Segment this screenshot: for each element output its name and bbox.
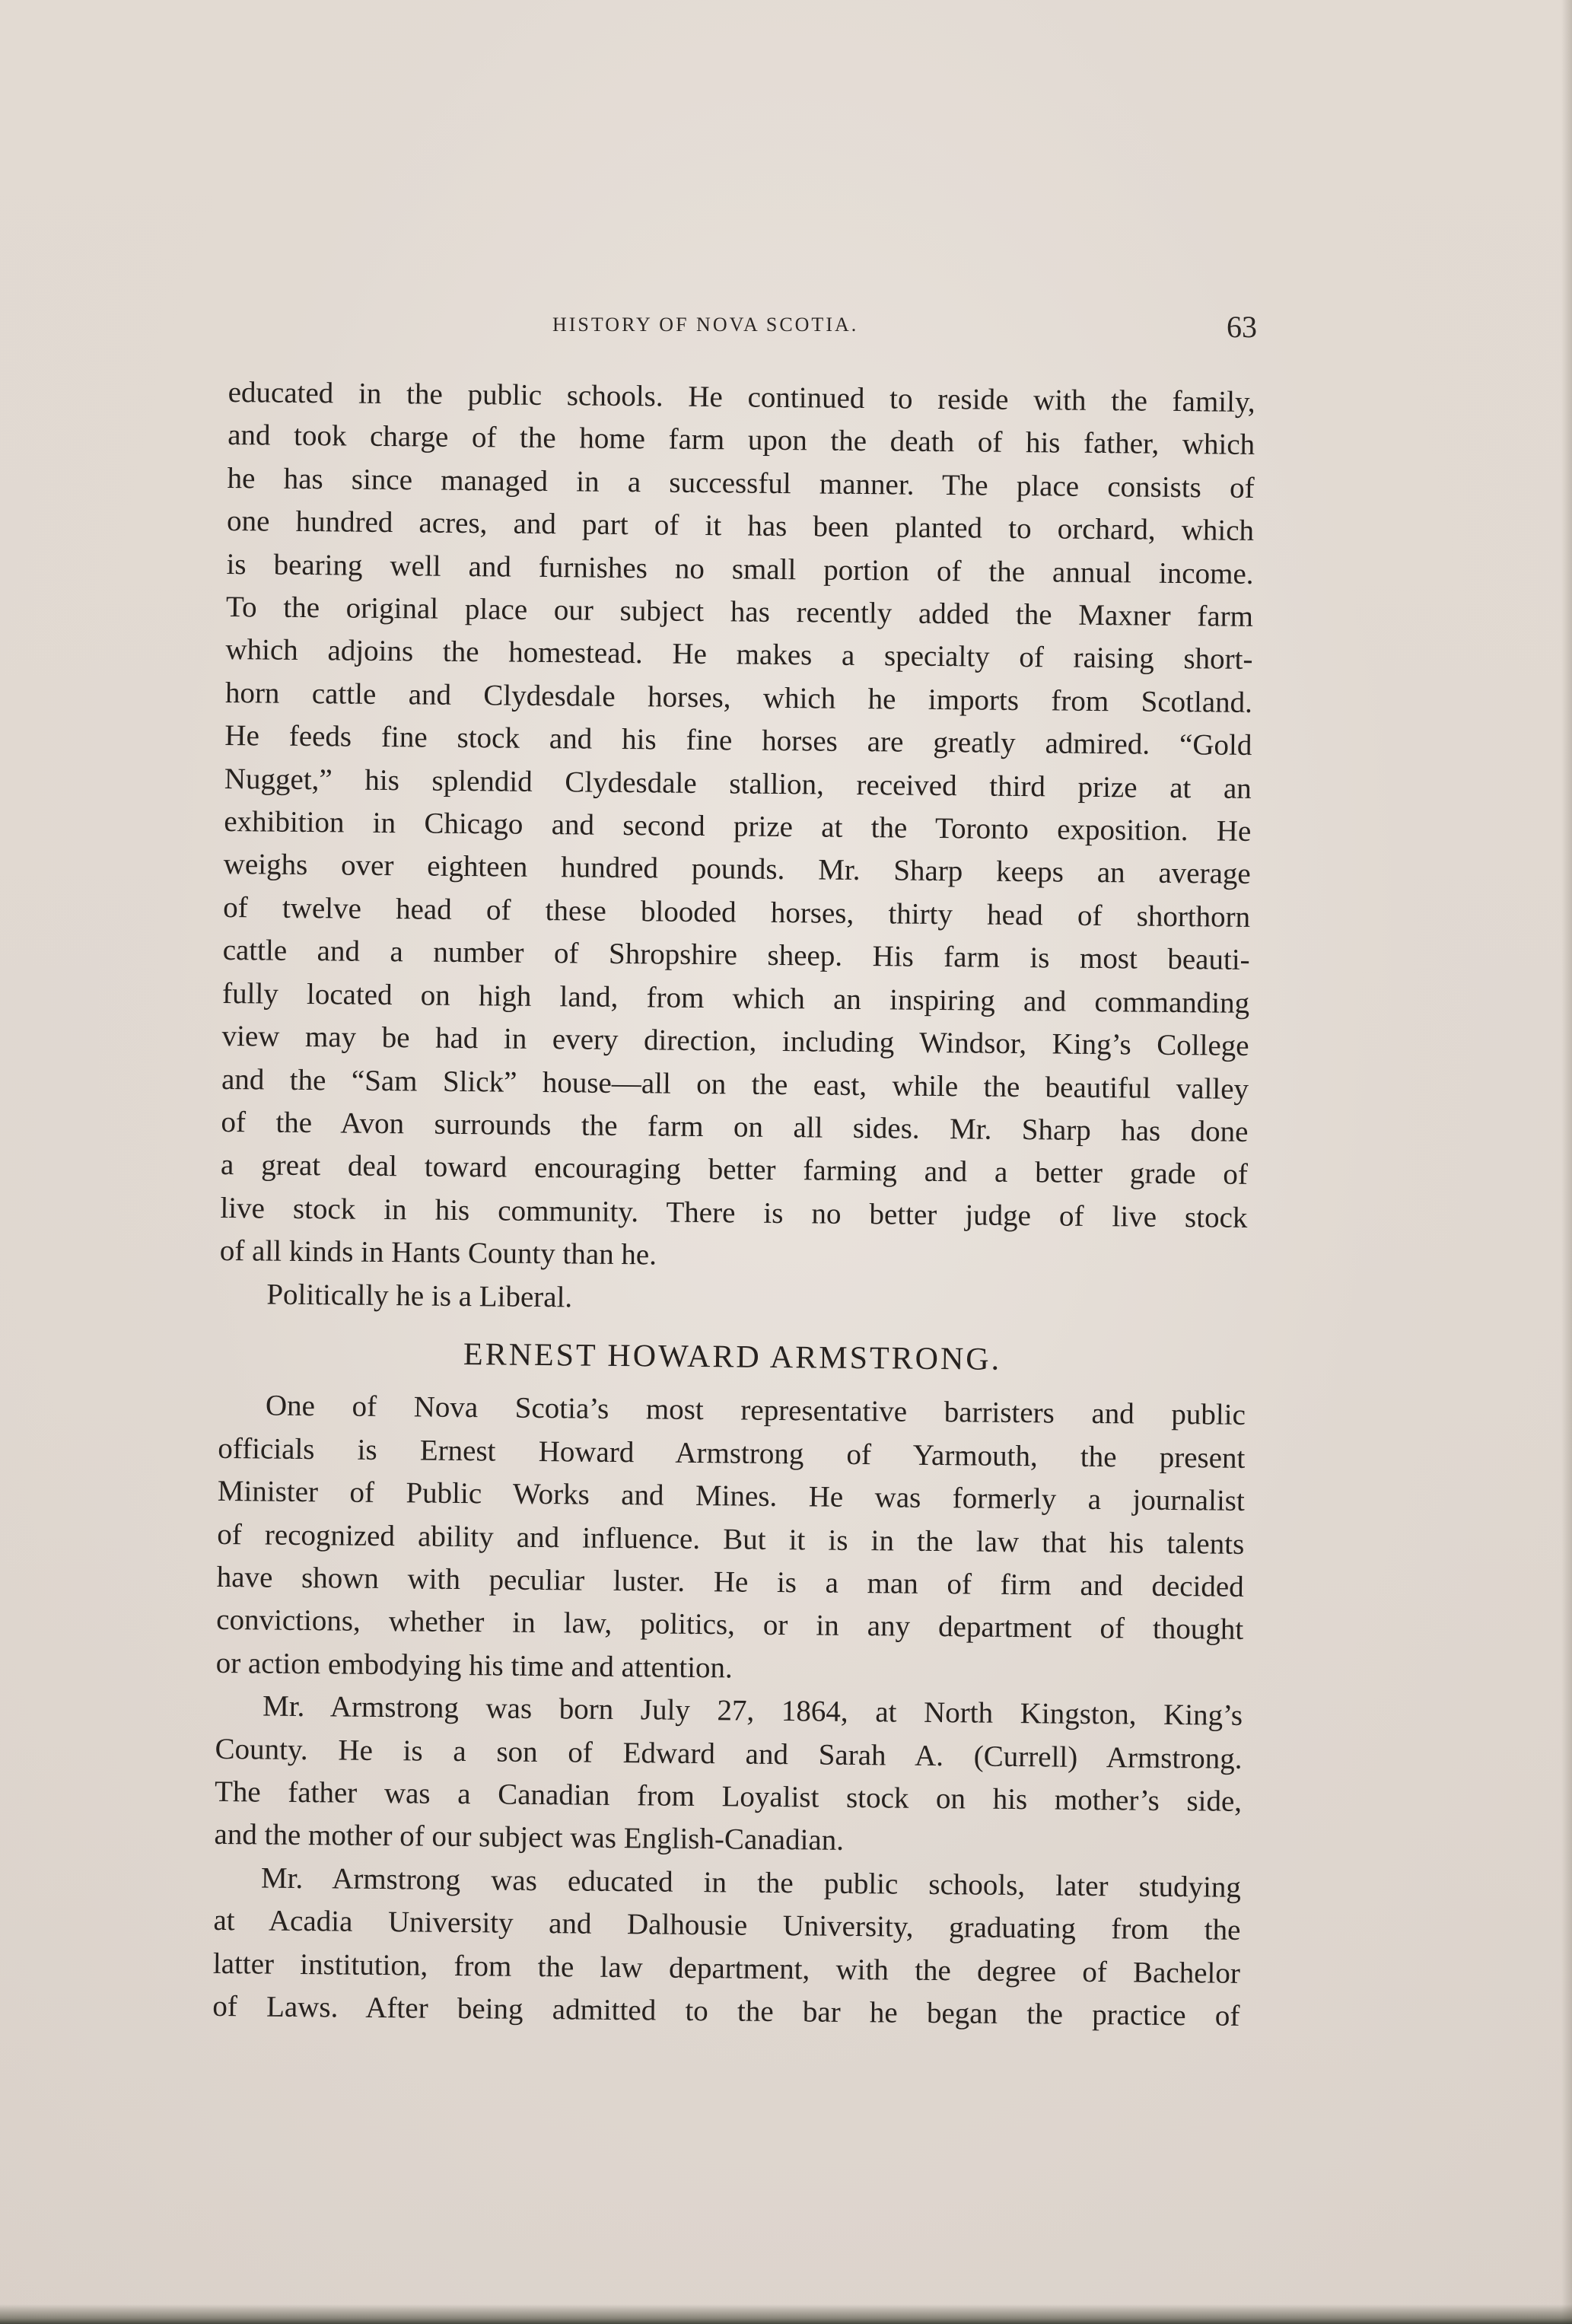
text-line: One of Nova Scotia’s most representative barristers and public	[265, 1389, 1246, 1432]
text-line: weighs over eighteen hundred pounds. Mr. Sharp keeps an average	[223, 848, 1251, 891]
text-line: of all kinds in Hants County than he.	[219, 1234, 657, 1272]
text-line: a great deal toward encouraging better farming and a better grade of	[220, 1148, 1249, 1192]
text-line: fully located on high land, from which an inspiring and commanding	[221, 976, 1250, 1020]
text-line: and the “Sam Slick” house—all on the east, while the beautiful valley	[221, 1062, 1249, 1106]
text-line: have shown with peculiar luster. He is a man of firm and decided	[216, 1560, 1244, 1603]
text-line: of recognized ability and influence. But it is in the law that his talents	[217, 1517, 1245, 1561]
text-line: of the Avon surrounds the farm on all sides. Mr. Sharp has done	[221, 1105, 1249, 1148]
text-line: To the original place our subject has recently added the Maxner farm	[225, 591, 1254, 633]
text-line: officials is Ernest Howard Armstrong of Yarmouth, the present	[218, 1431, 1246, 1475]
text-line: The father was a Canadian from Loyalist stock on his mother’s side,	[214, 1775, 1243, 1818]
text-line: cattle and a number of Shropshire sheep. His farm is most beauti-	[222, 934, 1250, 977]
text-line: County. He is a son of Edward and Sarah A. (Currell) Armstrong.	[215, 1732, 1243, 1775]
page-body	[212, 371, 1255, 2038]
text-line: at Acadia University and Dalhousie University, graduating from the	[213, 1904, 1241, 1947]
text-line: and the mother of our subject was English-Canadian.	[214, 1818, 845, 1858]
page-bottom-edge	[0, 2304, 1572, 2324]
text-line: or action embodying his time and attention.	[215, 1646, 733, 1685]
page-number: 63	[1227, 310, 1257, 344]
text-line: convictions, whether in law, politics, or in any department of thought	[216, 1603, 1244, 1647]
text-line: which adjoins the homestead. He makes a specialty of raising short-	[225, 633, 1253, 677]
text-line: he has since managed in a successful manner. The place consists of	[227, 461, 1255, 505]
text-line: Nugget,” his splendid Clydesdale stallion, received third prize at an	[224, 762, 1252, 805]
page-edge-shadow	[1561, 0, 1572, 2324]
text-line: Mr. Armstrong was educated in the public schools, later studying	[260, 1861, 1242, 1904]
text-line: of Laws. After being admitted to the bar he began the practice of	[212, 1989, 1240, 2033]
text-line: and took charge of the home farm upon the death of his father, which	[227, 419, 1255, 462]
text-line: view may be had in every direction, including Windsor, King’s College	[221, 1020, 1249, 1063]
text-line: live stock in his community. There is no better judge of live stock	[220, 1191, 1248, 1234]
text-line: is bearing well and furnishes no small portion of the annual income.	[226, 547, 1254, 591]
text-line: He feeds fine stock and his fine horses are greatly admired. “Gold	[224, 719, 1252, 762]
text-line: Mr. Armstrong was born July 27, 1864, at North Kingston, King’s	[262, 1689, 1243, 1733]
page-header	[228, 304, 1263, 358]
text-line: Minister of Public Works and Mines. He was formerly a journalist	[217, 1475, 1246, 1518]
text-line: horn cattle and Clydesdale horses, which he imports from Scotland.	[224, 676, 1253, 719]
text-line: of twelve head of these blooded horses, thirty head of shorthorn	[223, 890, 1251, 934]
running-title: HISTORY OF NOVA SCOTIA.	[552, 314, 859, 336]
text-line: educated in the public schools. He continued to reside with the family,	[228, 375, 1255, 419]
text-line: Politically he is a Liberal.	[266, 1278, 573, 1313]
text-line: latter institution, from the law department, with the degree of Bachelor	[212, 1947, 1241, 1990]
section-heading: ERNEST HOWARD ARMSTRONG.	[463, 1336, 1002, 1377]
text-line: exhibition in Chicago and second prize at the Toronto exposition. He	[224, 805, 1252, 848]
text-line: one hundred acres, and part of it has been planted to orchard, which	[226, 505, 1255, 548]
